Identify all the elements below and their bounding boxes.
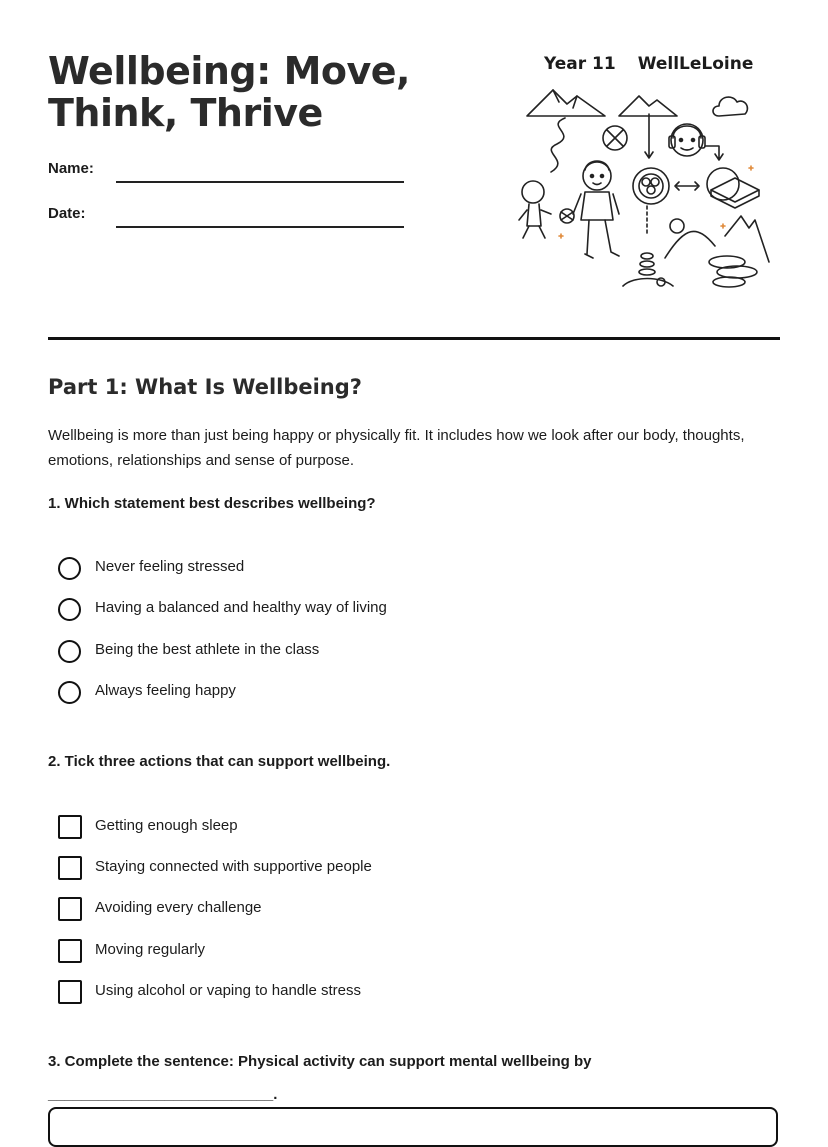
option-label: Always feeling happy (95, 682, 236, 699)
q2-option[interactable] (58, 856, 372, 880)
checkbox[interactable] (58, 939, 82, 963)
answer-box[interactable] (48, 1107, 778, 1147)
option-label: Never feeling stressed (95, 558, 245, 575)
radio-button[interactable] (58, 681, 81, 704)
year-level: Year 11 (544, 54, 616, 74)
q2-option[interactable] (58, 939, 206, 963)
name-field[interactable] (116, 181, 404, 183)
radio-button[interactable] (58, 557, 81, 580)
header-meta (544, 54, 753, 74)
option-label: Staying connected with supportive people (95, 858, 372, 875)
radio-button[interactable] (58, 640, 81, 663)
question-2: 2. Tick three actions that can support wellbeing. (48, 753, 391, 770)
q2-option[interactable] (58, 815, 238, 839)
checkbox[interactable] (58, 980, 82, 1004)
question-1: 1. Which statement best describes wellbeing? (48, 495, 376, 512)
q1-option[interactable] (58, 597, 387, 621)
wellbeing-activities-illustration (515, 86, 775, 294)
fill-in-blank: ___________________________. (48, 1086, 278, 1103)
q2-option[interactable] (58, 897, 262, 921)
q1-option[interactable] (58, 639, 320, 663)
q1-option[interactable] (58, 556, 245, 580)
q1-option[interactable] (58, 680, 236, 704)
part1-heading: Part 1: What Is Wellbeing? (48, 375, 362, 399)
option-label: Having a balanced and healthy way of living (95, 599, 387, 616)
checkbox[interactable] (58, 897, 82, 921)
part1-intro: Wellbeing is more than just being happy or physically fit. It includes how we look after our body, thoughts, emotions, relationships and sense of purpose. (48, 427, 745, 469)
worksheet-title: Wellbeing: Move, Think, Thrive (48, 49, 410, 135)
section-divider (48, 337, 780, 340)
option-label: Being the best athlete in the class (95, 641, 320, 658)
q2-option[interactable] (58, 980, 361, 1004)
option-label: Avoiding every challenge (95, 899, 262, 916)
checkbox[interactable] (58, 815, 82, 839)
checkbox[interactable] (58, 856, 82, 880)
name-label: Name: (48, 160, 94, 177)
brand-name: WellLeLoine (637, 54, 754, 74)
option-label: Moving regularly (95, 941, 206, 958)
option-label: Getting enough sleep (95, 817, 238, 834)
question-3: 3. Complete the sentence: Physical activity can support mental wellbeing by (48, 1053, 592, 1070)
date-label: Date: (48, 205, 86, 222)
date-field[interactable] (116, 226, 404, 228)
option-label: Using alcohol or vaping to handle stress (95, 982, 361, 999)
radio-button[interactable] (58, 598, 81, 621)
